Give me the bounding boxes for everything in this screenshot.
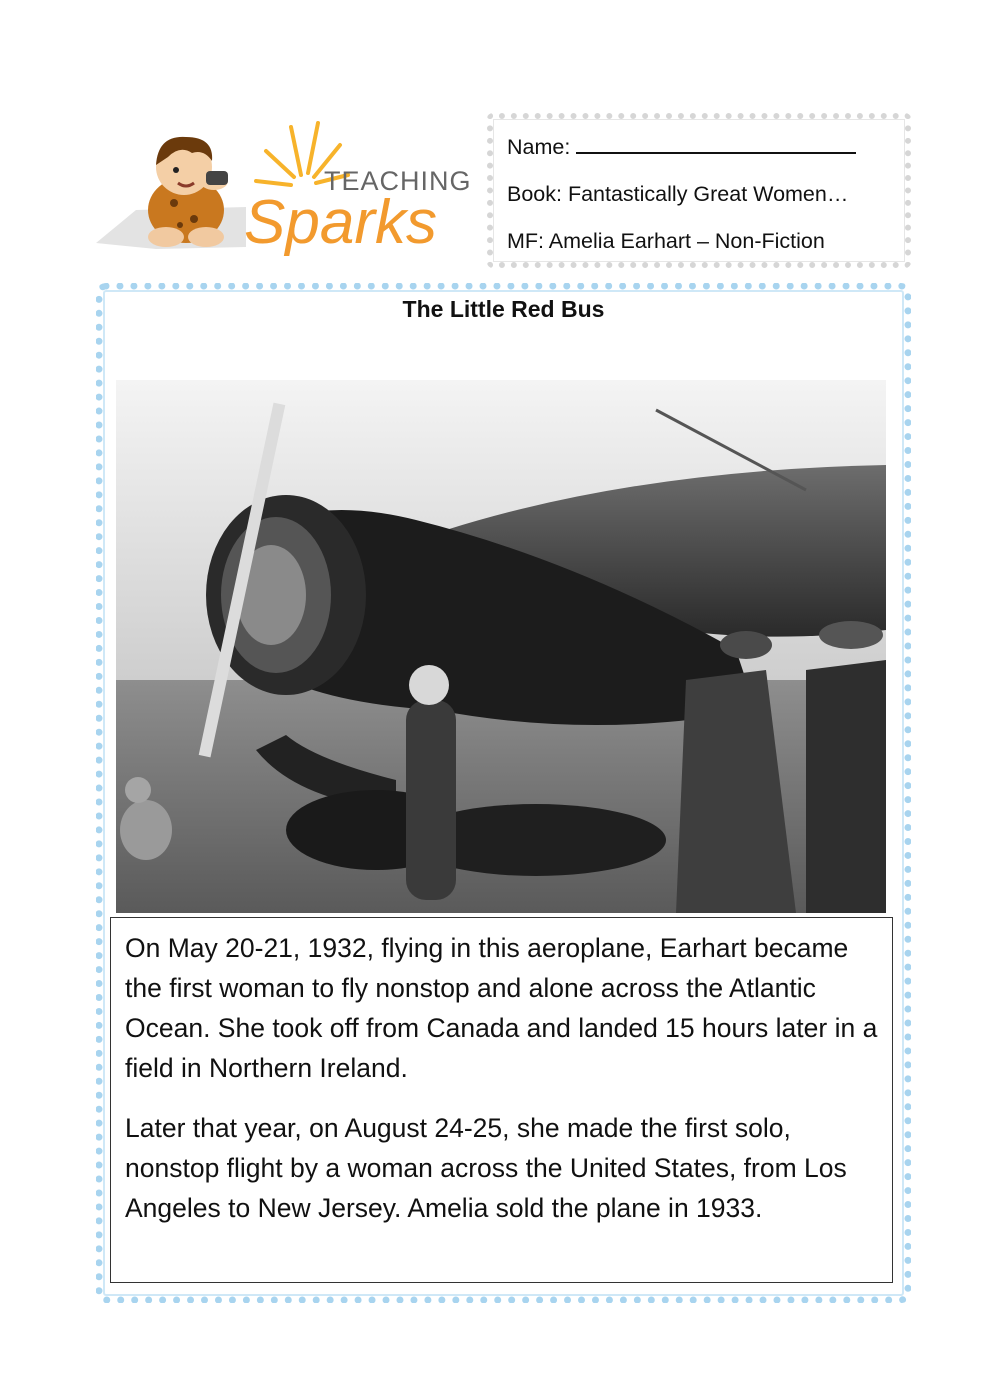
paragraph-2: Later that year, on August 24-25, she made the first solo, nonstop flight by a woman across the United States, from Los Angeles to New Jersey. Amelia sold the plane in 1933. [125, 1113, 847, 1223]
book-line: Book: Fantastically Great Women… [507, 182, 849, 206]
page-title: The Little Red Bus [402, 296, 605, 322]
name-row [507, 129, 891, 176]
svg-text:Sparks: Sparks [244, 188, 437, 257]
name-blank[interactable] [576, 130, 856, 154]
name-label: Name: [507, 135, 571, 159]
student-info-box [487, 113, 911, 268]
caveman-mascot-icon [96, 115, 471, 265]
teaching-sparks-logo [96, 115, 471, 265]
paragraph-1: On May 20-21, 1932, flying in this aeroplane, Earhart became the first woman to fly nonstop and alone across the Atlantic Ocean. She took off from Canada and landed 15 hours later in a field in Northern Ireland. [125, 933, 878, 1083]
aeroplane-photo [116, 380, 886, 913]
mf-line: MF: Amelia Earhart – Non-Fiction [507, 229, 825, 253]
description-textbox [110, 917, 893, 1283]
svg-text:TEACHING: TEACHING [324, 166, 471, 196]
